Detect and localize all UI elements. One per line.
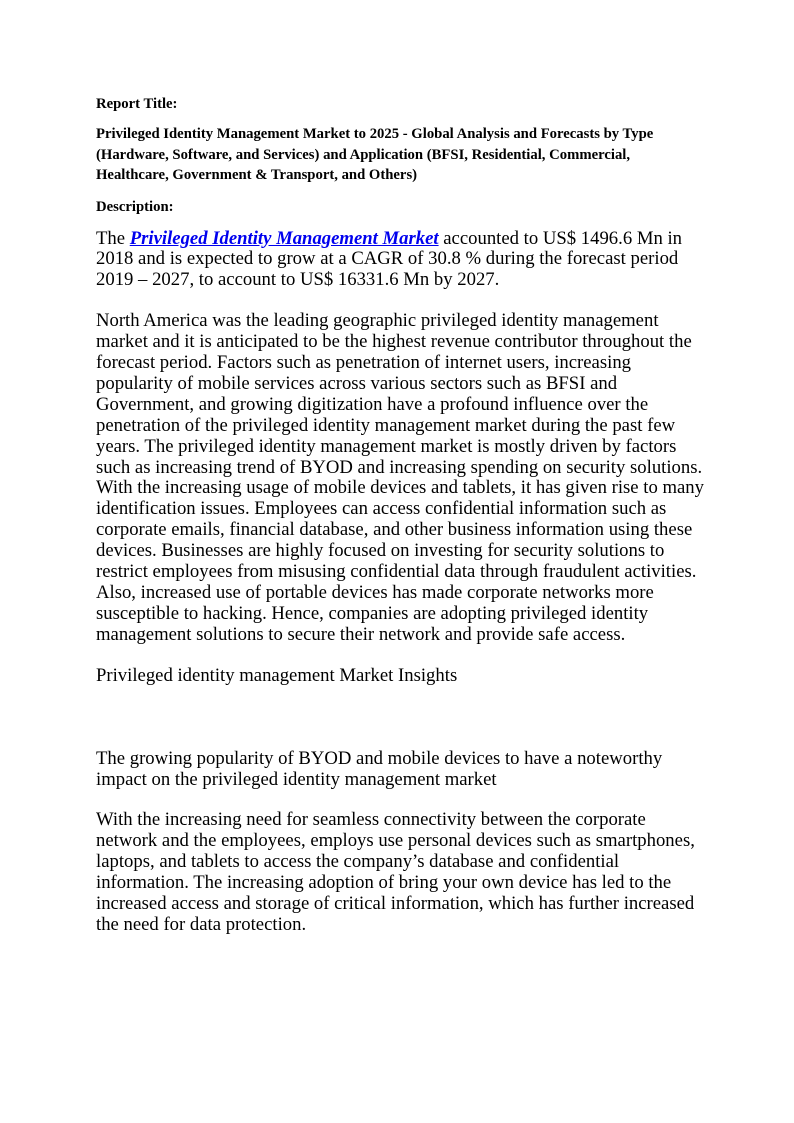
north-america-paragraph: North America was the leading geographic privileged identity management market and it is anticipated to be the highest revenue contributor throughout the forecast period. Factors such as penetration of internet users, increasing popularity of mobile services across various sectors such as BFSI and Government, and growing digitization have a profound influence over the penetration of the privileged identity management market during the past few years. The privileged identity management market is mostly driven by factors such as increasing trend of BYOD and increasing spending on security solutions. With the increasing usage of mobile devices and tablets, it has given rise to many identification issues. Employees can access confidential information such as corporate emails, financial database, and other business information using these devices. Businesses are highly focused on investing for security solutions to restrict employees from misusing confidential data through fraudulent activities. Also, increased use of portable devices has made corporate networks more susceptible to hacking. Hence, companies are adopting privileged identity management solutions to secure their network and provide safe access. xyxy=(96,310,704,645)
insights-heading: Privileged identity management Market Insights xyxy=(96,664,458,686)
intro-prefix: The xyxy=(96,227,130,249)
document-page xyxy=(96,94,706,936)
report-title-label: Report Title: xyxy=(96,96,178,112)
byod-heading-paragraph: The growing popularity of BYOD and mobile devices to have a noteworthy impact on the privileged identity management market xyxy=(96,747,663,790)
connectivity-paragraph: With the increasing need for seamless connectivity between the corporate network and the employees, employs use personal devices such as smartphones, laptops, and tablets to access the company’s database and confidential information. The increasing adoption of bring your own device has led to the increased access and storage of critical information, which has further increased the need for data protection. xyxy=(96,809,695,935)
intro-suffix: accounted to US$ 1496.6 Mn in 2018 and is expected to grow at a CAGR of 30.8 % during the forecast period 2019 – 2027, to account to US$ 16331.6 Mn by 2027. xyxy=(96,227,683,291)
description-label: Description: xyxy=(96,198,174,215)
intro-paragraph xyxy=(96,229,706,292)
report-title: Privileged Identity Management Market to 2025 - Global Analysis and Forecasts by Type (Hardware, Software, and Services) and Application (BFSI, Residential, Commercial, Healthcare, Government & Transport, and Others) xyxy=(96,126,654,183)
market-link[interactable]: Privileged Identity Management Market xyxy=(129,227,439,249)
